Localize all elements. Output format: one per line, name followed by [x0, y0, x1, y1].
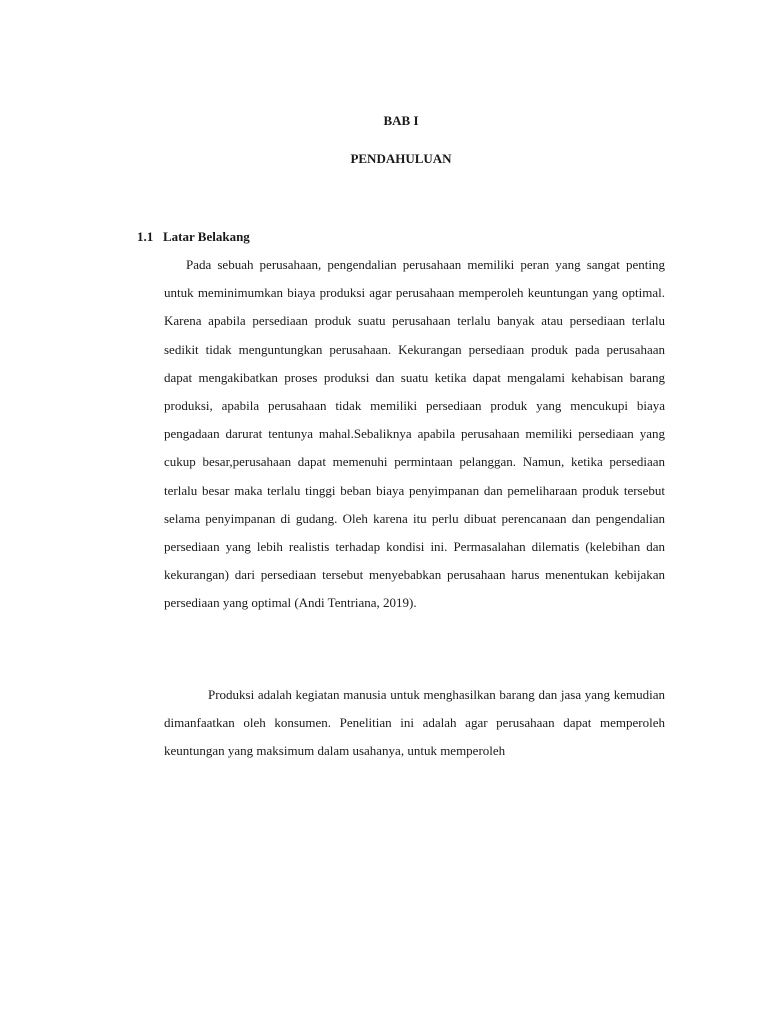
- section-number: 1.1: [137, 229, 154, 244]
- body-paragraph-2: Produksi adalah kegiatan manusia untuk menghasilkan barang dan jasa yang kemudian dimanfaatkan oleh konsumen. Penelitian ini adalah agar perusahaan dapat memperoleh keuntungan yang maksimum dalam usahanya, untuk memperoleh: [164, 687, 665, 759]
- section-title: Latar Belakang: [163, 229, 250, 244]
- body-paragraph-1: Pada sebuah perusahaan, pengendalian perusahaan memiliki peran yang sangat penting untuk meminimumkan biaya produksi agar perusahaan memperoleh keuntungan yang optimal. Karena apabila persediaan produk suatu perusahaan terlalu banyak atau persediaan terlalu sedikit tidak menguntungkan perusahaan. Kekurangan persediaan produk pada perusahaan dapat mengakibatkan proses produksi dan suatu ketika dapat mengalami kehabisan barang produksi, apabila perusahaan tidak memiliki persediaan produk yang mencukupi biaya pengadaan darurat tentunya mahal.Sebaliknya apabila perusahaan memiliki persediaan yang cukup besar,perusahaan dapat memenuhi permintaan pelanggan. Namun, ketika persediaan terlalu besar maka terlalu tinggi beban biaya penyimpanan dan pemeliharaan produk tersebut selama penyimpanan di gudang. Oleh karena itu perlu dibuat perencanaan dan pengendalian persediaan yang lebih realistis terhadap kondisi ini. Permasalahan dilematis (kelebihan dan kekurangan) dari persediaan tersebut menyebabkan perusahaan harus menentukan kebijakan persediaan yang optimal (Andi Tentriana, 2019).: [164, 257, 665, 611]
- chapter-title: PENDAHULUAN: [350, 151, 452, 166]
- section-heading: [137, 229, 250, 245]
- chapter-label: BAB I: [383, 113, 419, 128]
